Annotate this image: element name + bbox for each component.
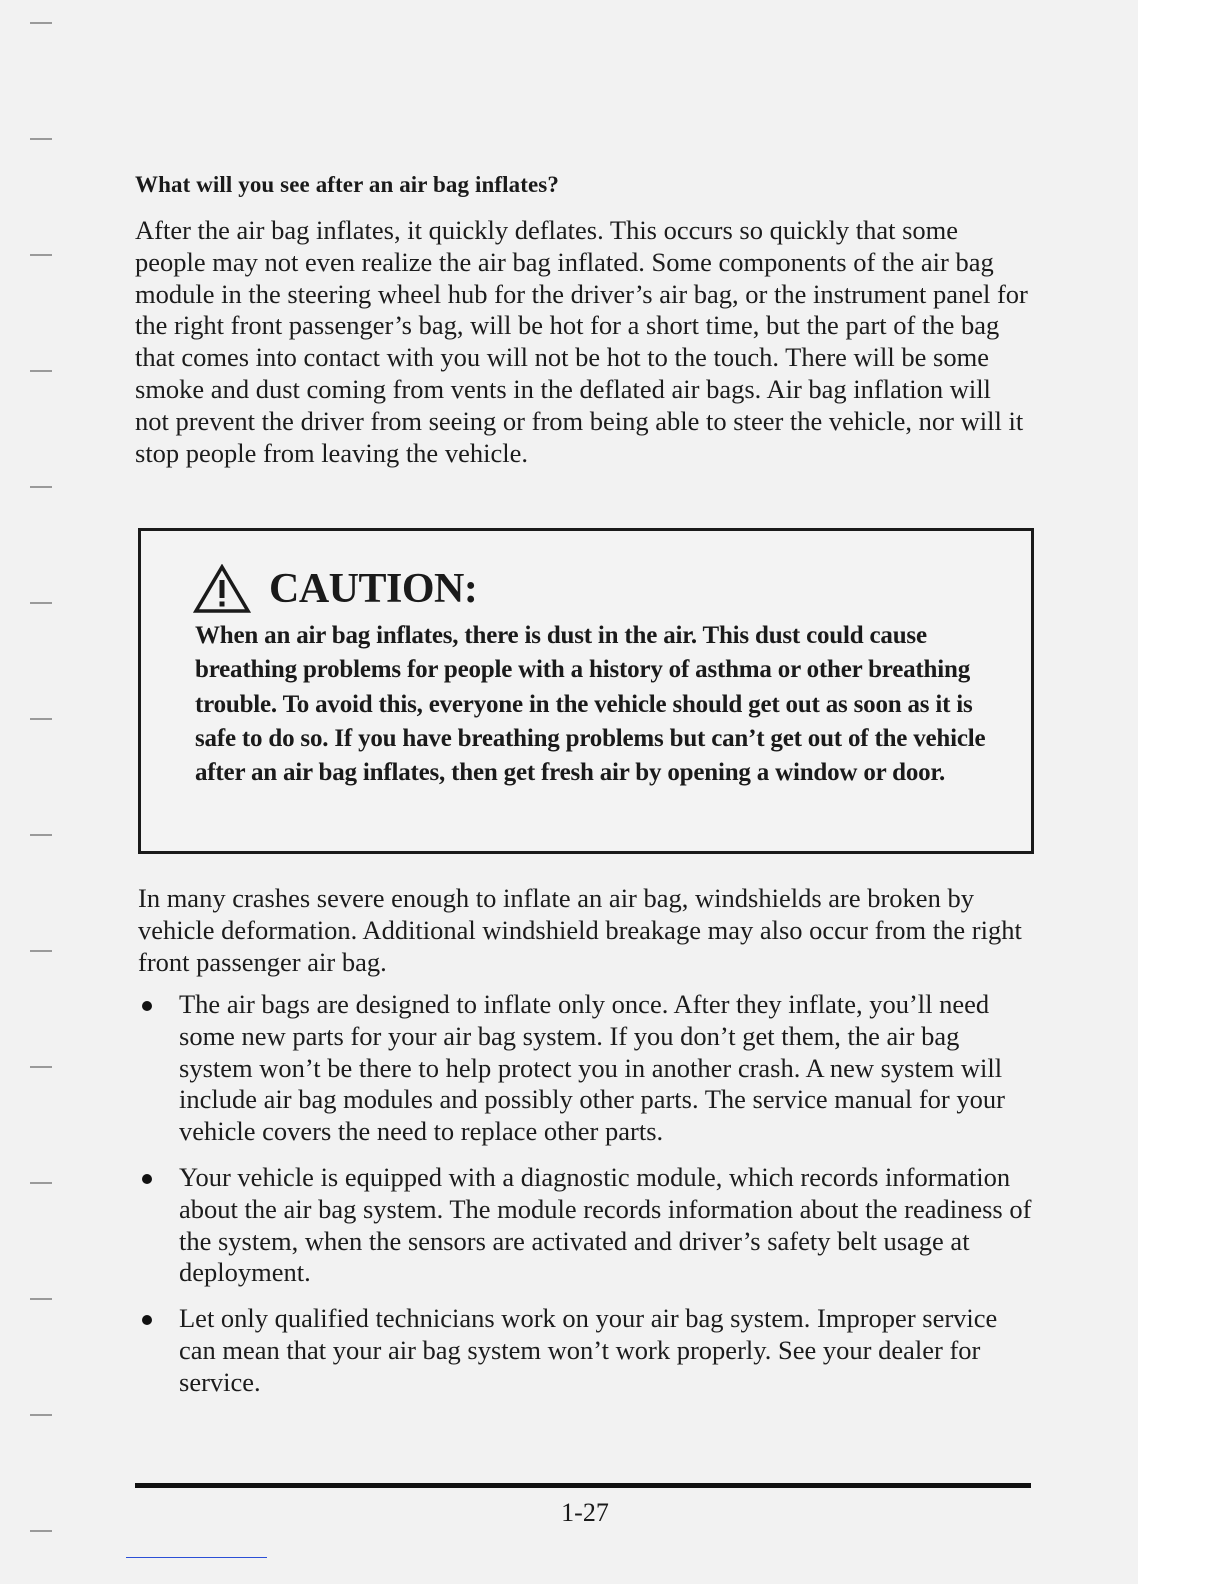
binding-mark	[30, 370, 52, 372]
binding-mark	[30, 1066, 52, 1068]
bullet-icon	[142, 1001, 152, 1011]
list-item	[138, 1303, 1038, 1398]
caution-text: When an air bag inflates, there is dust in the air. This dust could cause breathing problems for people with a history of asthma or other breathing trouble. To avoid this, everyone in the vehicle should get out as soon as it is safe to do so. If you have breathing problems but can’t get out of the vehicle after an air bag inflates, then get fresh air by opening a window or door.	[195, 622, 986, 787]
caution-title: CAUTION:	[269, 566, 478, 612]
windshield-paragraph: In many crashes severe enough to inflate an air bag, windshields are broken by vehicle deformation. Additional windshield breakage may also occur from the right front passenger air bag.	[138, 883, 1022, 977]
warning-triangle-icon	[193, 564, 251, 614]
binding-marks	[30, 0, 54, 1584]
list-item-text: Your vehicle is equipped with a diagnostic module, which records information about the air bag system. The module records information about the readiness of the system, when the sensors are activated and driver’s safety belt usage at deployment.	[179, 1161, 1032, 1288]
list-item	[138, 1162, 1038, 1289]
list-item-text: Let only qualified technicians work on your air bag system. Improper service can mean that your air bag system won’t work properly. See your dealer for service.	[179, 1303, 998, 1397]
binding-mark	[30, 1298, 52, 1300]
section-heading: What will you see after an air bag inflates?	[135, 172, 559, 197]
bullet-icon	[142, 1174, 152, 1184]
binding-mark	[30, 834, 52, 836]
binding-mark	[30, 950, 52, 952]
binding-mark	[30, 1530, 52, 1532]
binding-mark	[30, 602, 52, 604]
link-underline	[126, 1557, 267, 1558]
bullet-list	[138, 989, 1038, 1413]
binding-mark	[30, 138, 52, 140]
bullet-icon	[142, 1315, 152, 1325]
binding-mark	[30, 1414, 52, 1416]
binding-mark	[30, 1182, 52, 1184]
caution-box	[138, 528, 1034, 854]
binding-mark	[30, 254, 52, 256]
page-number: 1-27	[561, 1498, 609, 1527]
intro-paragraph: After the air bag inflates, it quickly deflates. This occurs so quickly that some people may not even realize the air bag inflated. Some components of the air bag module in the steering wheel hub for the driver’s air bag, or the instrument panel for the right front passenger’s bag, will be hot for a short time, but the part of the bag that comes into contact with you will not be hot to the touch. There will be some smoke and dust coming from vents in the deflated air bags. Air bag inflation will not prevent the driver from seeing or from being able to steer the vehicle, nor will it stop people from leaving the vehicle.	[135, 215, 1028, 468]
list-item-text: The air bags are designed to inflate only once. After they inflate, you’ll need some new parts for your air bag system. If you don’t get them, the air bag system won’t be there to help protect you in another crash. A new system will include air bag modules and possibly other parts. The service manual for your vehicle covers the need to replace other parts.	[179, 989, 1005, 1147]
footer-divider	[135, 1483, 1031, 1488]
binding-mark	[30, 22, 52, 24]
caution-header	[193, 564, 477, 614]
list-item	[138, 989, 1038, 1148]
binding-mark	[30, 486, 52, 488]
binding-mark	[30, 718, 52, 720]
